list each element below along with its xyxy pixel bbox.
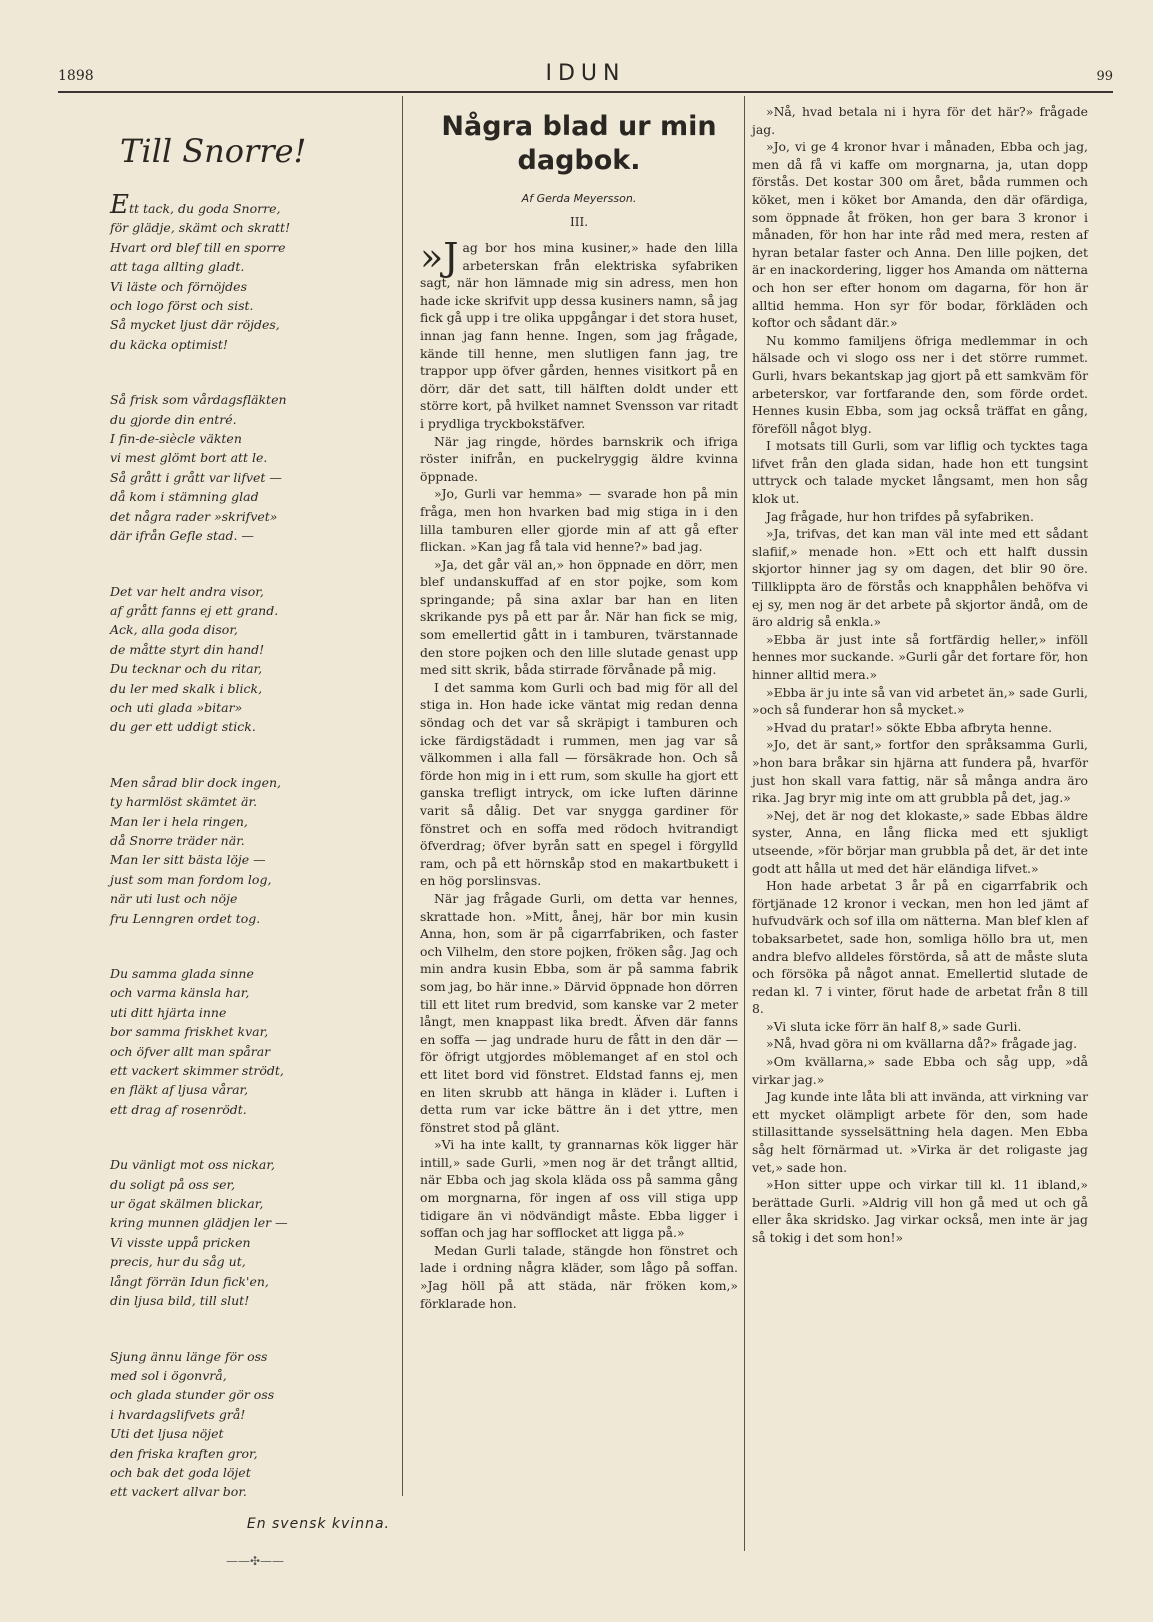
poem-stanza: Du samma glada sinne och varma känsla har, uti ditt hjärta inne bor samma friskhet kvar, och öfver allt man spårar ett vackert skimmer strödt, en fläkt af ljusa vårar, ett drag af rosenrödt. bbox=[110, 966, 284, 1117]
poem-stanza: Så frisk som vårdagsfläkten du gjorde din entré. I fin-de-siècle väkten vi mest glömt bort att le. Så grått i grått var lifvet — då kom i stämning glad det några rader »skrifvet» där ifrån Gefle stad. — bbox=[110, 392, 287, 544]
article-paragraph: När jag ringde, hördes barnskrik och ifriga röster inifrån, en puckelryggig äldre kvinna öppnade. bbox=[420, 433, 738, 484]
article-paragraph: »Nå, hvad göra ni om kvällarna då?» frågade jag. bbox=[766, 1036, 1078, 1052]
article-paragraph bbox=[420, 235, 738, 433]
article-paragraph: »Vi ha inte kallt, ty grannarnas kök ligger här intill,» sade Gurli, »men nog är det trångt alltid, när Ebba och jag skola kläda oss på samma gång om morgnarna, för ingen af oss vill stiga upp tidigare än vi nödvändigt måste. Ebba ligger i soffan och jag har sofflocket att ligga på.» bbox=[420, 1137, 738, 1241]
article-text bbox=[420, 235, 738, 1312]
ornament-divider: ——✣—— bbox=[225, 1553, 285, 1568]
drop-cap: »J bbox=[420, 235, 459, 279]
poem-stanza: Du vänligt mot oss nickar, du soligt på oss ser, ur ögat skälmen blickar, kring munnen glädjen ler — Vi visste uppå pricken precis, hur du såg ut, långt förrän Idun fick'en, din ljusa bild, till slut! bbox=[110, 1157, 288, 1309]
article-paragraph: »Ja, det går väl an,» hon öppnade en dörr, men blef undanskuffad af en stor pojke, som kom springande; på sina axlar bar han en liten skrikande pys på ett par år. När han fick se mig, som emellertid gått in i tamburen, tvärstannade den store pojken och den lille slutade genast upp med sitt skrik, båda stirrade förvånade på mig. bbox=[420, 556, 738, 678]
column-divider-1 bbox=[402, 96, 403, 1496]
article-part-number: III. bbox=[569, 215, 589, 229]
paragraph-text: ag bor hos mina kusiner,» hade den lilla arbeterskan från elektriska syfabriken sagt, när hon lämnade mig sin adress, men hon hade icke skrifvit upp dessa kusiners namn, så jag fick gå upp i tre olika uppgångar i det stora huset, innan jag fann henne. Ingen, som jag frågade, kände till henne, men slutligen fann jag, tre trappor upp öfver gården, hennes visitkort på en dörr, där det satt, till hälften doldt under ett större kort, på hvilket namnet Svensson var ritadt i prydliga tryckbokstäfver. bbox=[420, 240, 738, 431]
poem-stanzas bbox=[110, 190, 400, 1502]
article-paragraph: »Vi sluta icke förr än half 8,» sade Gurli. bbox=[766, 1018, 1022, 1034]
article-paragraph: I motsats till Gurli, som var liflig och tycktes taga lifvet från den glada sidan, hade hon ett tungsint uttryck och talade mycket långsamt, men hon såg klok ut. bbox=[752, 438, 1088, 507]
article-paragraph: »Hvad du pratar!» sökte Ebba afbryta henne. bbox=[766, 719, 1053, 735]
article-byline: Af Gerda Meyersson. bbox=[521, 192, 637, 205]
article-paragraph: »Jo, det är sant,» fortfor den språksamma Gurli, »hon bara bråkar sin hjärna att fundera på, hvarför just hon skall vara fattig, när så många andra äro rika. Jag bryr mig inte om att grubbla på det, jag.» bbox=[752, 737, 1088, 806]
article-paragraph: Nu kommo familjens öfriga medlemmar in och hälsade och vi slogo oss ner i det större rummet. Gurli, hvars bekantskap jag gjort på ett samkväm för arbeterskor, var fortfarande den, som förde ordet. Hennes kusin Ebba, som jag också träffat en gång, föreföll något blyg. bbox=[752, 332, 1088, 436]
article-paragraph: »Nej, det är nog det klokaste,» sade Ebbas äldre syster, Anna, en lång flicka med ett sjukligt utseende, »för börjar man grubbla på det, är det inte godt att hålla ut med det här eländiga lifvet.» bbox=[752, 807, 1088, 876]
header-rule bbox=[58, 91, 1113, 93]
page-header bbox=[58, 58, 1113, 88]
poem-stanza: Men sårad blir dock ingen, ty harmlöst skämtet är. Man ler i hela ringen, då Snorre träder när. Man ler sitt bästa löje — just som man fordom log, när uti lust och nöje fru Lenngren ordet tog. bbox=[110, 774, 281, 926]
poem-column bbox=[110, 120, 400, 1568]
article-paragraph: Medan Gurli talade, stängde hon fönstret och lade i ordning några kläder, som lågo på soffan. »Jag höll på att städa, när fröken kom,» förklarade hon. bbox=[420, 1242, 738, 1311]
column-divider-2 bbox=[744, 96, 745, 1551]
article-paragraph: »Nå, hvad betala ni i hyra för det här?» frågade jag. bbox=[752, 104, 1088, 137]
poem-title: Till Snorre! bbox=[120, 132, 307, 170]
article-paragraph: När jag frågade Gurli, om detta var hennes, skrattade hon. »Mitt, ånej, här bor min kusin Anna, hon, som är på cigarrfabriken, och faster och Vilhelm, den store pojken, fröken såg. Jag och min andra kusin Ebba, som är på samma fabrik som jag, bo här inne.» Därvid öppnade hon dörren till ett litet rum bredvid, som kanske var 2 meter långt, men knappast lika bredt. Äfven där fanns en soffa — jag undrade huru de fått in den där — för öfrigt utgjordes möblemanget af en stol och ett litet bord vid fönstret. Eldstad fanns ej, men en liten skrubb att hänga in kläder i. Luften i detta rum var icke bättre än i det yttre, men fönstret stod på glänt. bbox=[420, 890, 738, 1135]
poem-stanza: Sjung ännu länge för oss med sol i ögonvrå, och glada stunder gör oss i hvardagslifvets grå! Uti det ljusa nöjet den friska kraften gror, och bak det goda löjet ett vackert allvar bor. bbox=[110, 1348, 275, 1500]
header-title: IDUN bbox=[545, 61, 626, 86]
poem-signature: En svensk kvinna. bbox=[246, 1515, 390, 1532]
article-column-2 bbox=[752, 103, 1088, 1247]
article-title: Några blad ur min dagbok. bbox=[441, 111, 717, 176]
header-page-number: 99 bbox=[1096, 69, 1113, 84]
article-paragraph: Jag frågade, hur hon trifdes på syfabriken. bbox=[766, 508, 1034, 524]
article-paragraph: »Ja, trifvas, det kan man väl inte med ett sådant slafiif,» menade hon. »Ett och ett halft dussin skjortor hinner jag sy om dagen, det blir 90 öre. Tillklippta äro de förstås och knapphålen behöfva vi ej sy, men nog är det arbete på skjortor ändå, om de äro aldrig så enkla.» bbox=[752, 526, 1088, 630]
article-paragraph: Jag kunde inte låta bli att invända, att virkning var ett mycket olämpligt arbete för den, som hade stillasittande sysselsättning hela dagen. Men Ebba såg helt förnärmad ut. »Virka är det roligaste jag vet,» sade hon. bbox=[752, 1089, 1088, 1175]
article-paragraph: »Ebba är just inte så fortfärdig heller,» inföll hennes mor suckande. »Gurli går det fortare för, hon hinner alltid mera.» bbox=[752, 631, 1088, 682]
article-paragraph: »Hon sitter uppe och virkar till kl. 11 ibland,» berättade Gurli. »Aldrig vill hon gå med ut och gå eller åka skridsko. Jag virkar också, men inte är jag så tokig i det som hon!» bbox=[752, 1177, 1088, 1245]
article-paragraph: »Jo, vi ge 4 kronor hvar i månaden, Ebba och jag, men då få vi kaffe om morgnarna, ja, utan dopp förstås. Det kostar 300 om året, båda rummen och köket, men i köket bor Amanda, den där ofärdiga, som öppnade åt fröken, hon ger bara 3 kronor i månaden, för hon har inte råd med mera, resten af hyran betalar faster och Anna. Den lille pojken, det är en inackordering, ligger hos Amanda om nätterna och hon ser efter honom om dagarna, för hon är alltid hemma. Hon syr för bodar, förkläden och koftor och sådant där.» bbox=[752, 139, 1088, 331]
article-paragraph: »Ebba är ju inte så van vid arbetet än,» sade Gurli, »och så funderar hon så mycket.» bbox=[752, 684, 1088, 718]
header-year: 1898 bbox=[58, 68, 94, 84]
article-paragraph: Hon hade arbetat 3 år på en cigarrfabrik och förtjänade 12 kronor i veckan, men hon led jämt af hufvudvärk och sof illa om nätterna. Man blef klen af tobaksarbetet, sade hon, somliga höllo bra ut, men andra blefvo alldeles förstörda, så att de måste sluta och försöka på något annat. Emellertid slutade de redan kl. 7 i vinter, förut hade de arbetat från 8 till 8. bbox=[752, 878, 1088, 1017]
article-column-1 bbox=[420, 110, 738, 1312]
article-text-continued bbox=[752, 103, 1088, 1247]
article-paragraph: I det samma kom Gurli och bad mig för all del stiga in. Hon hade icke väntat mig redan denna söndag och det var så skräpigt i tamburen och icke färdigstädadt i rummen, men jag var så välkommen i alla fall — försäkrade hon. Och så förde hon mig in i ett rum, som skulle ha gjort ett ganska trefligt intryck, om icke luften därinne varit så dålig. Det var snygga gardiner för fönstret och en soffa med rödoch hvitrandigt öfverdrag; öfver byrån satt en spegel i förgylld ram, och på ett hörnskåp stod en makartbukett i en hög porslinsvas. bbox=[420, 679, 738, 889]
article-paragraph: »Om kvällarna,» sade Ebba och såg upp, »då virkar jag.» bbox=[752, 1054, 1088, 1087]
poem-stanza: Ett tack, du goda Snorre, för glädje, skämt och skratt! Hvart ord blef till en sporre att taga allting gladt. Vi läste och förnöjdes och logo först och sist. Så mycket ljust där röjdes, du käcka optimist! bbox=[110, 190, 291, 352]
article-paragraph: »Jo, Gurli var hemma» — svarade hon på min fråga, men hon hvarken bad mig stiga in i den lilla tamburen eller gjorde min af att gå efter flickan. »Kan jag få tala vid henne?» bad jag. bbox=[420, 486, 738, 555]
poem-stanza: Det var helt andra visor, af grått fanns ej ett grand. Ack, alla goda disor, de måtte styrt din hand! Du tecknar och du ritar, du ler med skalk i blick, och uti glada »bitar» du ger ett uddigt stick. bbox=[110, 583, 279, 735]
